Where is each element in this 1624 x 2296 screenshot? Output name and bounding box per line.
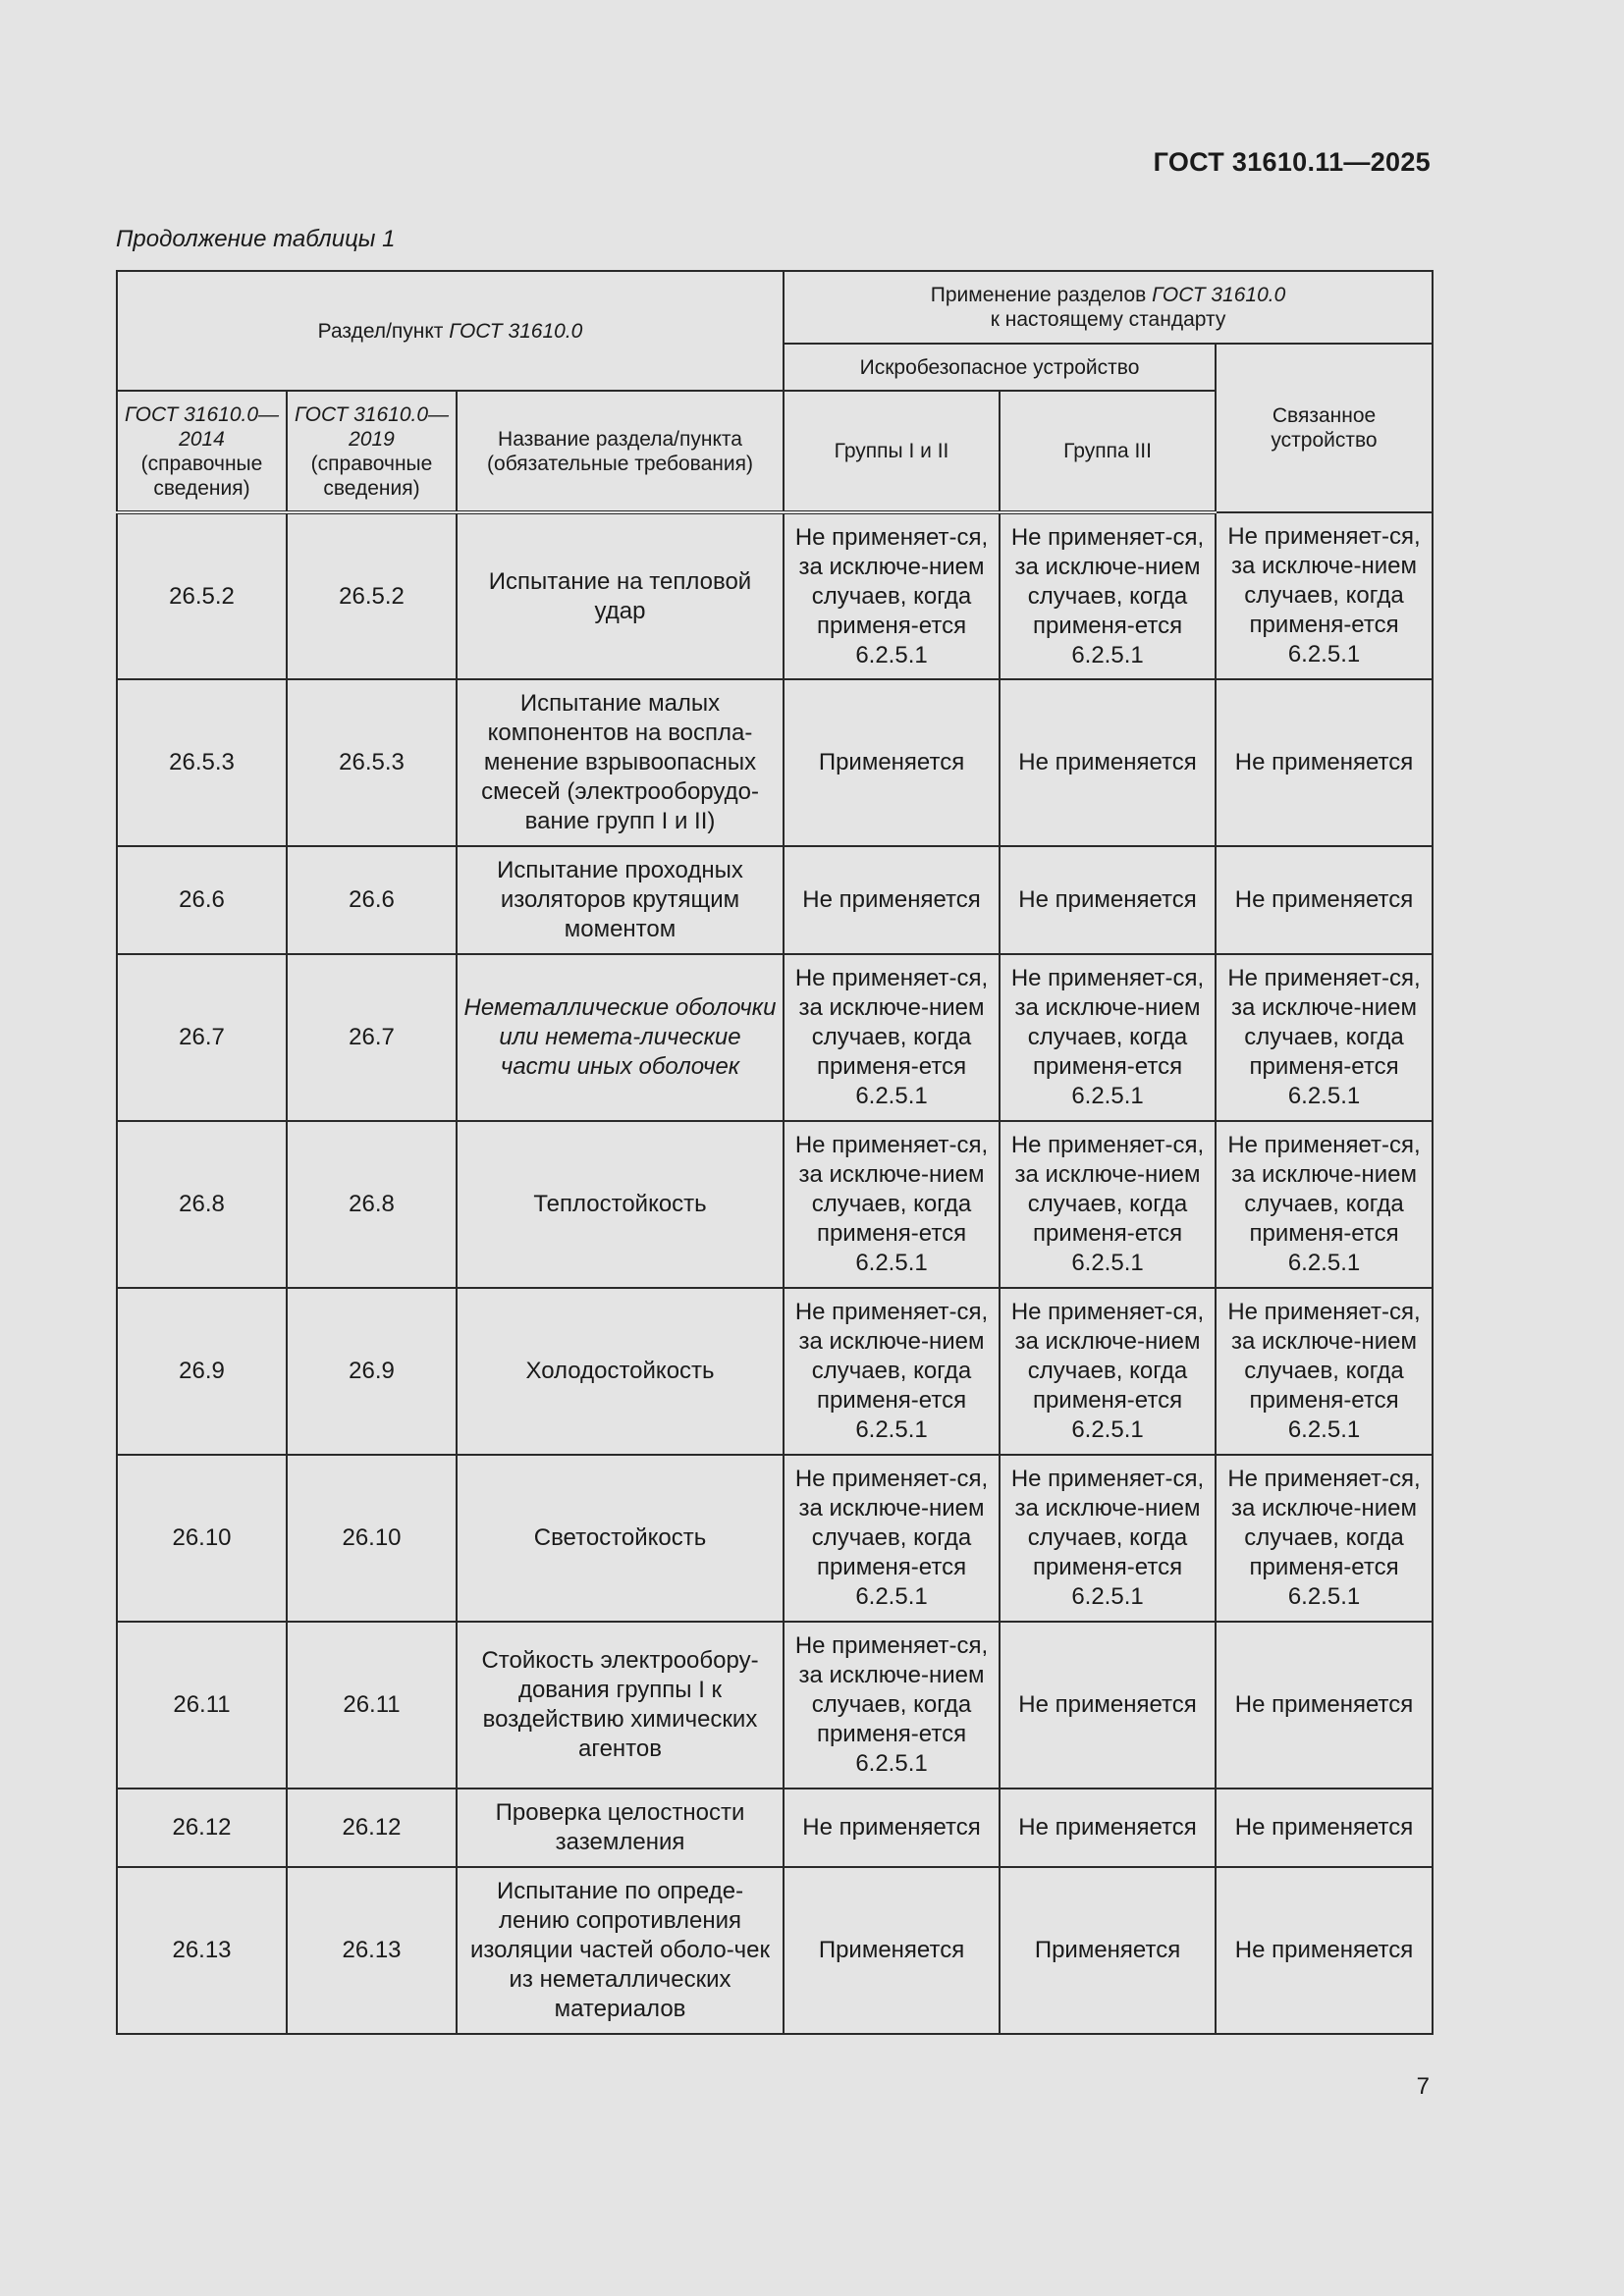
- cell-gost-2019: 26.10: [287, 1455, 457, 1622]
- header-application-suffix: к настоящему стандарту: [990, 308, 1226, 331]
- header-col-gost-2019-note: (справочные сведения): [310, 452, 433, 500]
- cell-group-3: Применяется: [1000, 1867, 1216, 2034]
- cell-section-name: Проверка целостности заземления: [457, 1789, 784, 1867]
- cell-gost-2014: 26.9: [117, 1288, 287, 1455]
- header-section: [117, 271, 784, 391]
- header-application-standard: ГОСТ 31610.0: [1152, 284, 1286, 306]
- cell-section-name: Холодостойкость: [457, 1288, 784, 1455]
- header-section-standard: ГОСТ 31610.0: [449, 319, 583, 343]
- cell-group-3: Не применяет-ся, за исключе-нием случаев, когда применя-ется 6.2.5.1: [1000, 1288, 1216, 1455]
- cell-groups-1-2: Не применяет-ся, за исключе-нием случаев, когда применя-ется 6.2.5.1: [784, 512, 1000, 679]
- cell-group-3: Не применяется: [1000, 846, 1216, 954]
- cell-gost-2019: 26.8: [287, 1121, 457, 1288]
- cell-section-name: Испытание на тепловой удар: [457, 512, 784, 679]
- cell-associated-device: Не применяется: [1216, 1789, 1433, 1867]
- cell-gost-2014: 26.8: [117, 1121, 287, 1288]
- cell-gost-2019: 26.9: [287, 1288, 457, 1455]
- cell-groups-1-2: Не применяется: [784, 1789, 1000, 1867]
- cell-section-name: Испытание проходных изоляторов крутящим моментом: [457, 846, 784, 954]
- table-row: [117, 1789, 1433, 1867]
- header-col-gost-2014-note: (справочные сведения): [140, 452, 263, 500]
- document-id: ГОСТ 31610.11—2025: [1153, 147, 1431, 177]
- cell-associated-device: Не применяет-ся, за исключе-нием случаев, когда применя-ется 6.2.5.1: [1216, 512, 1433, 679]
- cell-gost-2014: 26.12: [117, 1789, 287, 1867]
- table-caption: Продолжение таблицы 1: [116, 226, 396, 252]
- page-number: 7: [1416, 2073, 1430, 2100]
- table-row: [117, 512, 1433, 679]
- cell-groups-1-2: Не применяет-ся, за исключе-нием случаев, когда применя-ется 6.2.5.1: [784, 1288, 1000, 1455]
- table-body: [117, 512, 1433, 2034]
- cell-gost-2014: 26.11: [117, 1622, 287, 1789]
- table-row: [117, 1622, 1433, 1789]
- cell-section-name: Светостойкость: [457, 1455, 784, 1622]
- header-associated-device: Связанное устройство: [1216, 344, 1433, 512]
- table-row: [117, 1455, 1433, 1622]
- cell-gost-2019: 26.13: [287, 1867, 457, 2034]
- cell-groups-1-2: Не применяет-ся, за исключе-нием случаев, когда применя-ется 6.2.5.1: [784, 1622, 1000, 1789]
- cell-gost-2019: 26.12: [287, 1789, 457, 1867]
- cell-gost-2014: 26.5.3: [117, 679, 287, 846]
- cell-gost-2019: 26.6: [287, 846, 457, 954]
- header-application-prefix: Применение разделов: [930, 284, 1153, 306]
- header-application: [784, 271, 1433, 344]
- cell-associated-device: Не применяет-ся, за исключе-нием случаев, когда применя-ется 6.2.5.1: [1216, 954, 1433, 1121]
- table-row: [117, 1121, 1433, 1288]
- cell-group-3: Не применяется: [1000, 679, 1216, 846]
- cell-group-3: Не применяется: [1000, 1622, 1216, 1789]
- cell-groups-1-2: Не применяется: [784, 846, 1000, 954]
- cell-group-3: Не применяет-ся, за исключе-нием случаев, когда применя-ется 6.2.5.1: [1000, 1455, 1216, 1622]
- header-col-gost-2014-std: ГОСТ 31610.0—2014: [124, 402, 280, 451]
- cell-group-3: Не применяет-ся, за исключе-нием случаев, когда применя-ется 6.2.5.1: [1000, 512, 1216, 679]
- table-row: [117, 954, 1433, 1121]
- cell-gost-2014: 26.7: [117, 954, 287, 1121]
- table-row: [117, 679, 1433, 846]
- header-intrinsic-device: Искробезопасное устройство: [784, 344, 1216, 391]
- table-row: [117, 1288, 1433, 1455]
- cell-groups-1-2: Не применяет-ся, за исключе-нием случаев, когда применя-ется 6.2.5.1: [784, 1121, 1000, 1288]
- cell-associated-device: Не применяет-ся, за исключе-нием случаев, когда применя-ется 6.2.5.1: [1216, 1121, 1433, 1288]
- cell-associated-device: Не применяется: [1216, 1622, 1433, 1789]
- requirements-table: [116, 270, 1434, 2035]
- header-col-groups-1-2: Группы I и II: [784, 391, 1000, 512]
- header-col-group-3: Группа III: [1000, 391, 1216, 512]
- header-section-prefix: Раздел/пункт: [317, 319, 450, 343]
- cell-group-3: Не применяет-ся, за исключе-нием случаев, когда применя-ется 6.2.5.1: [1000, 954, 1216, 1121]
- table-row: [117, 1867, 1433, 2034]
- cell-associated-device: Не применяет-ся, за исключе-нием случаев, когда применя-ется 6.2.5.1: [1216, 1288, 1433, 1455]
- cell-gost-2019: 26.5.2: [287, 512, 457, 679]
- header-col-gost-2019: [287, 391, 457, 512]
- header-col-name: Название раздела/пункта (обязательные требования): [457, 391, 784, 512]
- cell-associated-device: Не применяется: [1216, 846, 1433, 954]
- cell-group-3: Не применяется: [1000, 1789, 1216, 1867]
- cell-groups-1-2: Не применяет-ся, за исключе-нием случаев, когда применя-ется 6.2.5.1: [784, 954, 1000, 1121]
- cell-groups-1-2: Применяется: [784, 1867, 1000, 2034]
- cell-section-name: Теплостойкость: [457, 1121, 784, 1288]
- cell-section-name: Испытание малых компонентов на воспла-менение взрывоопасных смесей (электрооборудо-вание групп I и II): [457, 679, 784, 846]
- cell-gost-2014: 26.6: [117, 846, 287, 954]
- cell-gost-2014: 26.13: [117, 1867, 287, 2034]
- cell-associated-device: Не применяет-ся, за исключе-нием случаев, когда применя-ется 6.2.5.1: [1216, 1455, 1433, 1622]
- cell-groups-1-2: Не применяет-ся, за исключе-нием случаев, когда применя-ется 6.2.5.1: [784, 1455, 1000, 1622]
- cell-gost-2019: 26.5.3: [287, 679, 457, 846]
- cell-gost-2014: 26.10: [117, 1455, 287, 1622]
- header-col-gost-2014: [117, 391, 287, 512]
- cell-group-3: Не применяет-ся, за исключе-нием случаев, когда применя-ется 6.2.5.1: [1000, 1121, 1216, 1288]
- cell-associated-device: Не применяется: [1216, 1867, 1433, 2034]
- cell-gost-2019: 26.7: [287, 954, 457, 1121]
- cell-section-name: Стойкость электрообору-дования группы I к воздействию химических агентов: [457, 1622, 784, 1789]
- header-col-gost-2019-std: ГОСТ 31610.0—2019: [294, 402, 450, 451]
- cell-gost-2014: 26.5.2: [117, 512, 287, 679]
- cell-associated-device: Не применяется: [1216, 679, 1433, 846]
- cell-section-name: Неметаллические оболочки или немета-лические части иных оболочек: [457, 954, 784, 1121]
- table-row: [117, 846, 1433, 954]
- cell-gost-2019: 26.11: [287, 1622, 457, 1789]
- cell-groups-1-2: Применяется: [784, 679, 1000, 846]
- cell-section-name: Испытание по опреде-лению сопротивления изоляции частей оболо-чек из неметаллических материалов: [457, 1867, 784, 2034]
